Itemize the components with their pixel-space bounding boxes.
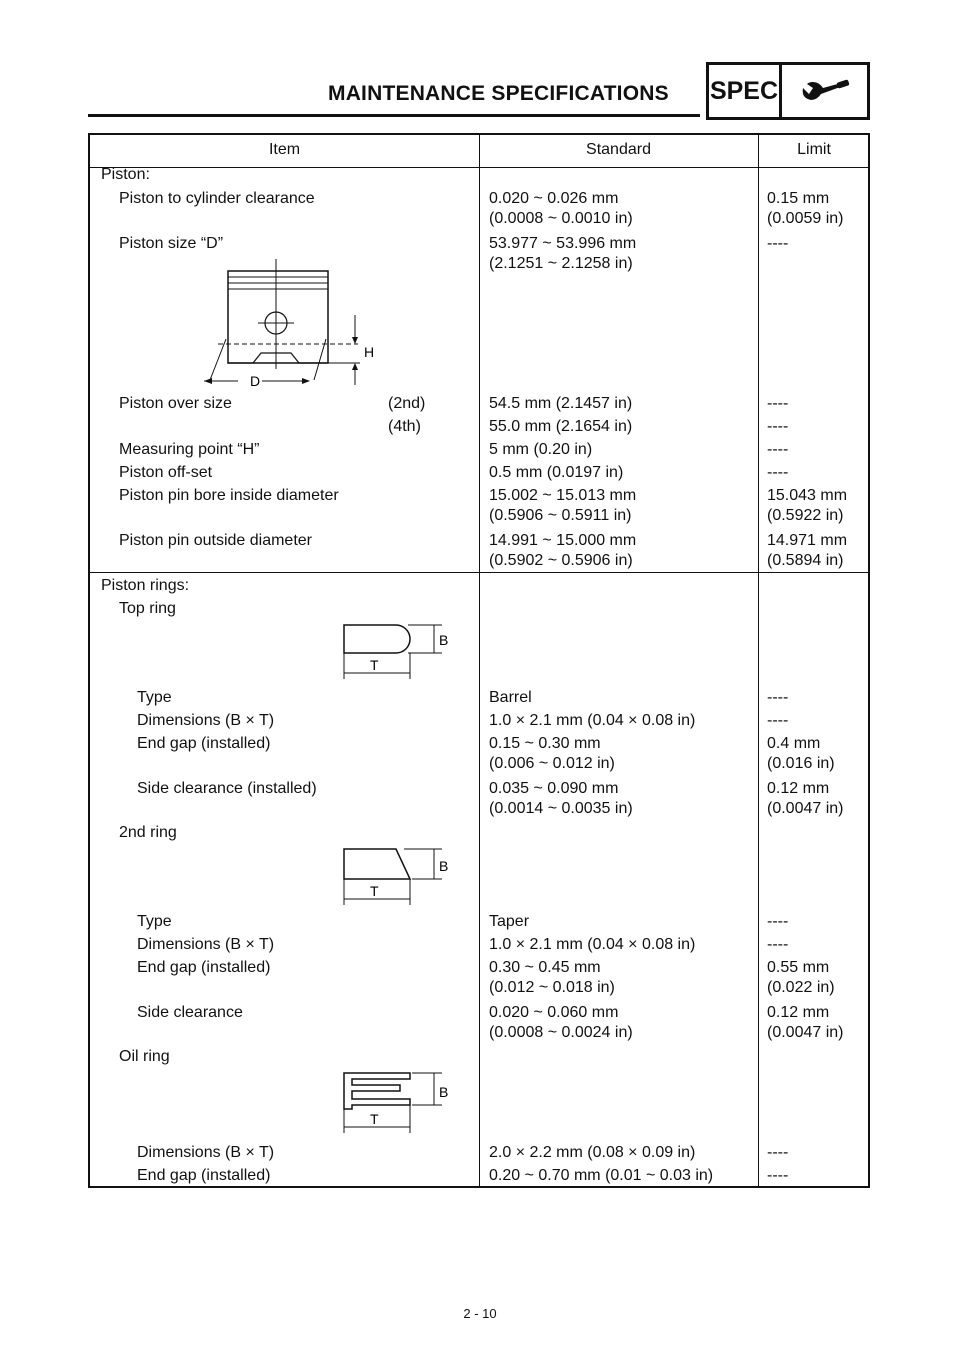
dimension-label-h: H bbox=[364, 344, 375, 360]
limit-value: 0.12 mm bbox=[767, 780, 830, 797]
page-number: 2 - 10 bbox=[463, 1306, 497, 1321]
standard-value: (0.006 ~ 0.012 in) bbox=[489, 755, 615, 772]
limit-value: 0.12 mm bbox=[767, 1004, 830, 1021]
wrench-icon bbox=[795, 76, 855, 106]
standard-value: 14.991 ~ 15.000 mm bbox=[489, 532, 637, 549]
item-label: Dimensions (B × T) bbox=[137, 712, 275, 729]
limit-value: (0.0047 in) bbox=[767, 800, 844, 817]
spec-badge: SPEC bbox=[706, 62, 782, 120]
standard-value: (0.012 ~ 0.018 in) bbox=[489, 979, 615, 996]
limit-value: (0.5922 in) bbox=[767, 507, 844, 524]
section-heading-rings: Piston rings: bbox=[101, 577, 190, 594]
header-rule bbox=[88, 114, 700, 117]
standard-value: 2.0 × 2.2 mm (0.08 × 0.09 in) bbox=[489, 1144, 696, 1161]
limit-value: ---- bbox=[767, 712, 789, 729]
item-label: Piston pin outside diameter bbox=[119, 532, 312, 549]
item-sublabel: (2nd) bbox=[388, 395, 426, 412]
standard-value: (2.1251 ~ 2.1258 in) bbox=[489, 255, 633, 272]
item-label: Piston size “D” bbox=[119, 235, 224, 252]
standard-value: (0.0008 ~ 0.0010 in) bbox=[489, 210, 633, 227]
limit-value: (0.5894 in) bbox=[767, 552, 844, 569]
item-label: Piston to cylinder clearance bbox=[119, 190, 315, 207]
item-label: Top ring bbox=[119, 600, 176, 617]
limit-value: 0.15 mm bbox=[767, 190, 830, 207]
limit-value: ---- bbox=[767, 913, 789, 930]
standard-value: 5 mm (0.20 in) bbox=[489, 441, 593, 458]
standard-value: (0.0008 ~ 0.0024 in) bbox=[489, 1024, 633, 1041]
item-label: Piston over size bbox=[119, 395, 232, 412]
top-ring-diagram bbox=[338, 621, 458, 679]
dimension-label-t: T bbox=[370, 1111, 379, 1127]
item-label: Measuring point “H” bbox=[119, 441, 260, 458]
standard-value: Taper bbox=[489, 913, 530, 930]
item-label: Dimensions (B × T) bbox=[137, 1144, 275, 1161]
item-label: Type bbox=[137, 913, 172, 930]
dimension-label-b: B bbox=[439, 1084, 449, 1100]
column-divider bbox=[758, 135, 759, 1186]
standard-value: 0.30 ~ 0.45 mm bbox=[489, 959, 601, 976]
standard-value: 53.977 ~ 53.996 mm bbox=[489, 235, 637, 252]
limit-value: ---- bbox=[767, 395, 789, 412]
section-heading-piston: Piston: bbox=[101, 166, 150, 183]
limit-value: (0.0059 in) bbox=[767, 210, 844, 227]
column-header-standard: Standard bbox=[586, 141, 651, 158]
dimension-label-b: B bbox=[439, 858, 449, 874]
column-header-limit: Limit bbox=[797, 141, 831, 158]
limit-value: 15.043 mm bbox=[767, 487, 848, 504]
standard-value: 1.0 × 2.1 mm (0.04 × 0.08 in) bbox=[489, 936, 696, 953]
limit-value: ---- bbox=[767, 689, 789, 706]
limit-value: ---- bbox=[767, 464, 789, 481]
limit-value: (0.0047 in) bbox=[767, 1024, 844, 1041]
standard-value: (0.5902 ~ 0.5906 in) bbox=[489, 552, 633, 569]
dimension-label-d: D bbox=[250, 373, 261, 387]
wrench-icon-box bbox=[782, 62, 870, 120]
item-label: End gap (installed) bbox=[137, 735, 271, 752]
standard-value: 0.20 ~ 0.70 mm (0.01 ~ 0.03 in) bbox=[489, 1167, 714, 1184]
specifications-table bbox=[88, 133, 870, 1188]
item-label: End gap (installed) bbox=[137, 959, 271, 976]
limit-value: 14.971 mm bbox=[767, 532, 848, 549]
column-divider bbox=[479, 135, 480, 1186]
limit-value: 0.55 mm bbox=[767, 959, 830, 976]
limit-value: ---- bbox=[767, 441, 789, 458]
item-label: Piston pin bore inside diameter bbox=[119, 487, 339, 504]
oil-ring-diagram bbox=[338, 1069, 458, 1135]
standard-value: Barrel bbox=[489, 689, 532, 706]
standard-value: 1.0 × 2.1 mm (0.04 × 0.08 in) bbox=[489, 712, 696, 729]
page-title: MAINTENANCE SPECIFICATIONS bbox=[328, 82, 669, 105]
piston-diagram bbox=[198, 257, 388, 387]
limit-value: (0.022 in) bbox=[767, 979, 835, 996]
standard-value: 0.5 mm (0.0197 in) bbox=[489, 464, 624, 481]
dimension-label-t: T bbox=[370, 657, 379, 673]
standard-value: 0.035 ~ 0.090 mm bbox=[489, 780, 619, 797]
dimension-label-t: T bbox=[370, 883, 379, 899]
item-label: End gap (installed) bbox=[137, 1167, 271, 1184]
standard-value: 55.0 mm (2.1654 in) bbox=[489, 418, 633, 435]
limit-value: ---- bbox=[767, 1144, 789, 1161]
item-label: Dimensions (B × T) bbox=[137, 936, 275, 953]
header-row-divider bbox=[90, 167, 868, 168]
limit-value: ---- bbox=[767, 235, 789, 252]
dimension-label-b: B bbox=[439, 632, 449, 648]
limit-value: (0.016 in) bbox=[767, 755, 835, 772]
section-divider bbox=[90, 572, 868, 573]
item-label: Side clearance bbox=[137, 1004, 243, 1021]
standard-value: 15.002 ~ 15.013 mm bbox=[489, 487, 637, 504]
standard-value: 0.15 ~ 0.30 mm bbox=[489, 735, 601, 752]
column-header-item: Item bbox=[268, 141, 301, 158]
item-label: Side clearance (installed) bbox=[137, 780, 317, 797]
limit-value: ---- bbox=[767, 1167, 789, 1184]
standard-value: 54.5 mm (2.1457 in) bbox=[489, 395, 633, 412]
standard-value: 0.020 ~ 0.026 mm bbox=[489, 190, 619, 207]
second-ring-diagram bbox=[338, 845, 458, 905]
page-header bbox=[88, 60, 870, 122]
item-sublabel: (4th) bbox=[388, 418, 421, 435]
item-label: Oil ring bbox=[119, 1048, 170, 1065]
item-label: Piston off-set bbox=[119, 464, 213, 481]
standard-value: 0.020 ~ 0.060 mm bbox=[489, 1004, 619, 1021]
standard-value: (0.0014 ~ 0.0035 in) bbox=[489, 800, 633, 817]
item-label: Type bbox=[137, 689, 172, 706]
limit-value: ---- bbox=[767, 936, 789, 953]
item-label: 2nd ring bbox=[119, 824, 177, 841]
standard-value: (0.5906 ~ 0.5911 in) bbox=[489, 507, 632, 524]
limit-value: ---- bbox=[767, 418, 789, 435]
limit-value: 0.4 mm bbox=[767, 735, 821, 752]
